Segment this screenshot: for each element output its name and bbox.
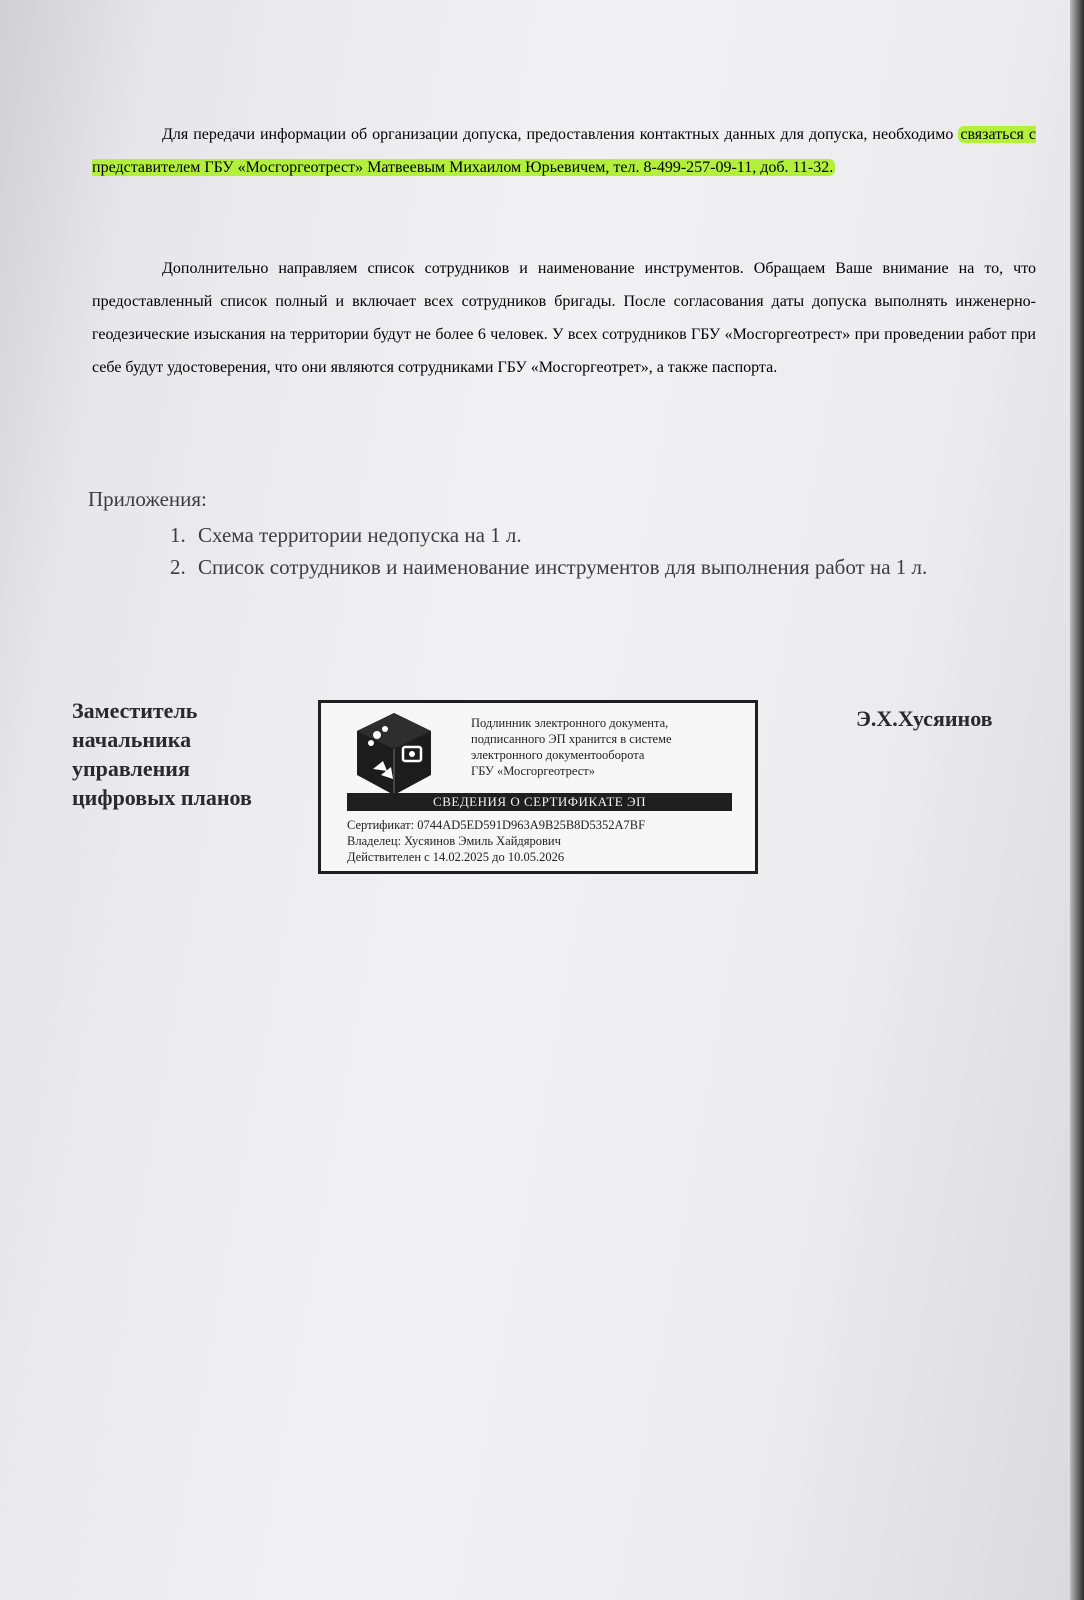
list-item-text: Список сотрудников и наименование инструментов для выполнения работ на 1 л. bbox=[198, 555, 928, 579]
stamp-header-line: подписанного ЭП хранится в системе bbox=[471, 732, 672, 746]
position-line: управления bbox=[72, 756, 190, 781]
list-item-number: 2. bbox=[170, 555, 186, 579]
appendix-list bbox=[170, 519, 1040, 583]
highlighted-contact: связаться с представителем ГБУ «Мосгоргеотрест» Матвеевым Михаилом Юрьевичем, тел. 8-499-257-09-11, доб. 11-32. bbox=[92, 126, 1036, 176]
signer-name: Э.Х.Хусяинов bbox=[856, 706, 993, 731]
certificate-info-bar: СВЕДЕНИЯ О СЕРТИФИКАТЕ ЭП bbox=[347, 793, 732, 811]
paragraph-staff-list: Дополнительно направляем список сотрудников и наименование инструментов. Обращаем Ваше внимание на то, что предоставленный список полный и включает всех сотрудников бригады. После согласования даты допуска выполнять инженерно-геодезические изыскания на территории будут не более 6 человек. У всех сотрудников ГБУ «Мосгоргеотрест» при проведении работ при себе будут удостоверения, что они являются сотрудниками ГБУ «Мосгоргеотрет», а также паспорта. bbox=[92, 260, 1036, 376]
position-line: цифровых планов bbox=[72, 785, 252, 810]
stamp-header-line: Подлинник электронного документа, bbox=[471, 716, 669, 730]
signer-position bbox=[72, 696, 302, 812]
list-item-text: Схема территории недопуска на 1 л. bbox=[198, 523, 522, 547]
certificate-validity: Действителен с 14.02.2025 до 10.05.2026 bbox=[347, 850, 565, 864]
list-item bbox=[170, 519, 1040, 551]
paragraph-access-contact bbox=[92, 118, 1036, 184]
certificate-details bbox=[347, 817, 747, 865]
certificate-number: Сертификат: 0744AD5ED591D963A9B25B8D5352A7BF bbox=[347, 818, 646, 832]
electronic-signature-stamp bbox=[318, 700, 758, 874]
certificate-owner: Владелец: Хусяинов Эмиль Хайдярович bbox=[347, 834, 561, 848]
paragraph-1-text: Для передачи информации об организации допуска, предоставления контактных данных для допуска, необходимо bbox=[162, 126, 959, 143]
position-line: начальника bbox=[72, 727, 192, 752]
stamp-header-line: ГБУ «Мосгоргеотрест» bbox=[471, 764, 595, 778]
stamp-header bbox=[471, 715, 741, 779]
list-item-number: 1. bbox=[170, 523, 186, 547]
list-item bbox=[170, 551, 1040, 583]
position-line: Заместитель bbox=[72, 698, 198, 723]
appendix-title: Приложения: bbox=[88, 487, 207, 511]
stamp-header-line: электронного документооборота bbox=[471, 748, 645, 762]
cube-emblem-icon bbox=[351, 709, 437, 799]
page-edge bbox=[1070, 0, 1084, 1600]
